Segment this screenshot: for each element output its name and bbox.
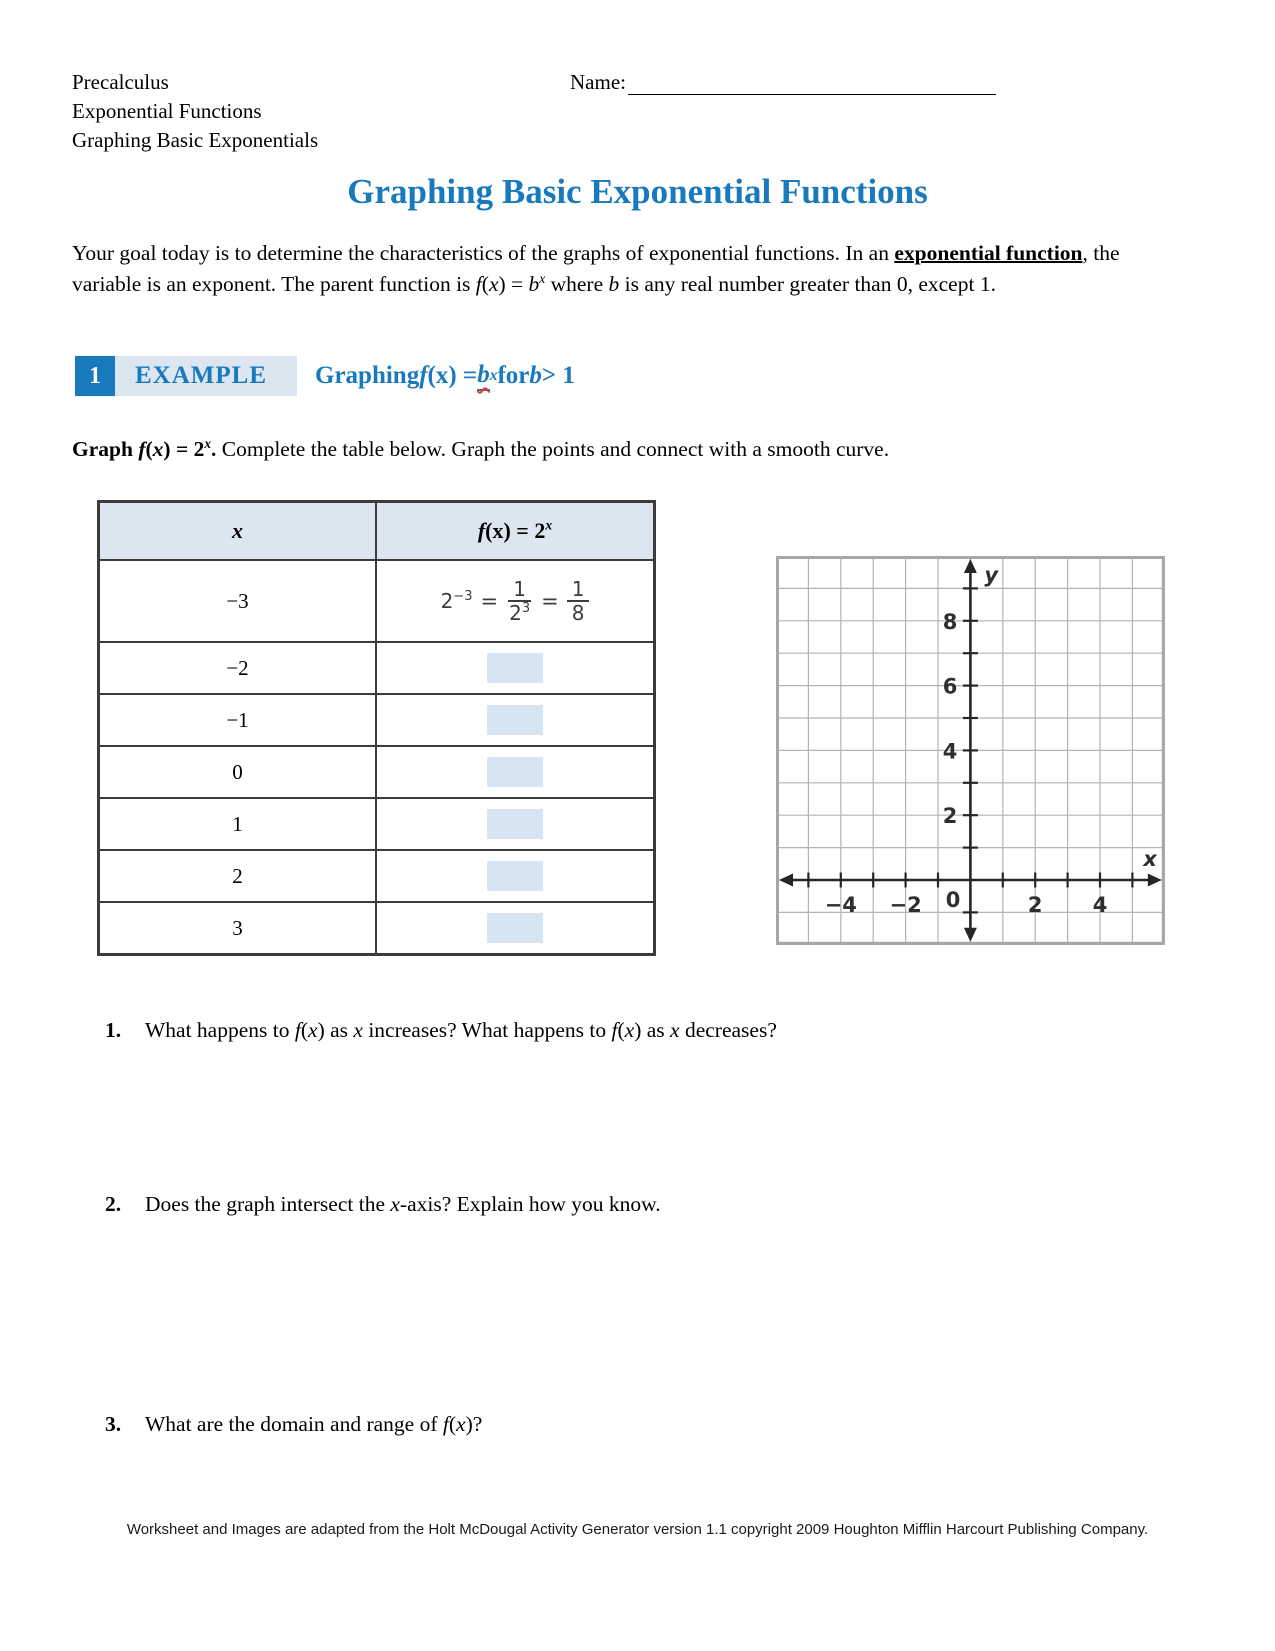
svg-text:6: 6 bbox=[942, 674, 958, 699]
table-row bbox=[99, 746, 655, 798]
question-text: What happens to f(x) as x increases? What happens to f(x) as x decreases? bbox=[145, 1018, 777, 1042]
coordinate-grid[interactable] bbox=[776, 556, 1165, 950]
function-table bbox=[97, 500, 656, 956]
answer-cell bbox=[376, 694, 655, 746]
copyright-footer: Worksheet and Images are adapted from the Holt McDougal Activity Generator version 1.1 copyright 2009 Houghton Mifflin Harcourt Publishing Company. bbox=[126, 1521, 1149, 1538]
svg-text:4: 4 bbox=[1092, 892, 1108, 917]
table-row bbox=[99, 694, 655, 746]
question-2 bbox=[105, 1192, 1065, 1217]
table-row bbox=[99, 850, 655, 902]
x-value-cell: 1 bbox=[99, 798, 377, 850]
x-value-cell: −3 bbox=[99, 560, 377, 642]
question-3 bbox=[105, 1412, 1065, 1437]
answer-cell bbox=[376, 798, 655, 850]
x-value-cell: 2 bbox=[99, 850, 377, 902]
name-label: Name: bbox=[570, 70, 626, 94]
name-blank-line[interactable] bbox=[628, 72, 996, 95]
answer-box[interactable] bbox=[487, 913, 543, 943]
name-row bbox=[570, 70, 996, 95]
table-row bbox=[99, 798, 655, 850]
worked-answer-cell bbox=[376, 560, 655, 642]
svg-text:2: 2 bbox=[942, 804, 958, 829]
example-heading: Graphing f (x) = b x for b > 1 bbox=[315, 361, 575, 389]
svg-text:−4: −4 bbox=[824, 892, 857, 917]
answer-box[interactable] bbox=[487, 809, 543, 839]
doc-header bbox=[72, 68, 318, 155]
unit-name: Exponential Functions bbox=[72, 99, 262, 123]
svg-text:8: 8 bbox=[942, 609, 958, 634]
svg-text:0: 0 bbox=[945, 887, 961, 912]
question-number: 2. bbox=[105, 1192, 122, 1216]
graph-instruction: Graph $f(x) = 2^x$. Complete the table below. Graph the points and connect with a smooth curve. bbox=[72, 435, 890, 461]
page-title: Graphing Basic Exponential Functions bbox=[347, 172, 928, 211]
coordinate-grid-svg bbox=[776, 556, 1165, 945]
x-value-cell: 3 bbox=[99, 902, 377, 955]
answer-box[interactable] bbox=[487, 757, 543, 787]
x-value-cell: 0 bbox=[99, 746, 377, 798]
answer-cell bbox=[376, 642, 655, 694]
course-name: Precalculus bbox=[72, 70, 169, 94]
intro-paragraph: Your goal today is to determine the characteristics of the graphs of exponential functions. In an exponential function, the variable is an exponent. The parent function is $f(x) = b^x$ where b is any real number greater than 0, except 1. bbox=[72, 241, 1120, 296]
answer-box[interactable] bbox=[487, 653, 543, 683]
question-text: What are the domain and range of f(x)? bbox=[145, 1412, 483, 1436]
question-number: 3. bbox=[105, 1412, 122, 1436]
example-header bbox=[75, 356, 575, 396]
svg-text:2: 2 bbox=[1027, 892, 1043, 917]
table-row bbox=[99, 642, 655, 694]
table-row bbox=[99, 902, 655, 955]
svg-text:−2: −2 bbox=[889, 892, 922, 917]
question-text: Does the graph intersect the x-axis? Explain how you know. bbox=[145, 1192, 661, 1216]
x-value-cell: −1 bbox=[99, 694, 377, 746]
answer-cell bbox=[376, 746, 655, 798]
svg-text:y: y bbox=[984, 562, 999, 587]
example-number-badge: 1 bbox=[75, 356, 115, 396]
question-1 bbox=[105, 1018, 1065, 1043]
answer-cell bbox=[376, 902, 655, 955]
column-header-x: x bbox=[99, 502, 377, 561]
example-label: EXAMPLE bbox=[115, 356, 297, 396]
lesson-name: Graphing Basic Exponentials bbox=[72, 128, 319, 152]
answer-box[interactable] bbox=[487, 861, 543, 891]
answer-cell bbox=[376, 850, 655, 902]
table-header-row bbox=[99, 502, 655, 561]
answer-box[interactable] bbox=[487, 705, 543, 735]
svg-text:4: 4 bbox=[942, 739, 958, 764]
table-row bbox=[99, 560, 655, 642]
x-value-cell: −2 bbox=[99, 642, 377, 694]
question-number: 1. bbox=[105, 1018, 122, 1042]
column-header-fx: $f(x) = 2^x$ bbox=[376, 502, 655, 561]
worked-math: $2^{-3}$ = $\frac{1}{2^3}$ = $\frac{1}{8}$ bbox=[441, 578, 590, 625]
svg-text:x: x bbox=[1143, 846, 1157, 871]
